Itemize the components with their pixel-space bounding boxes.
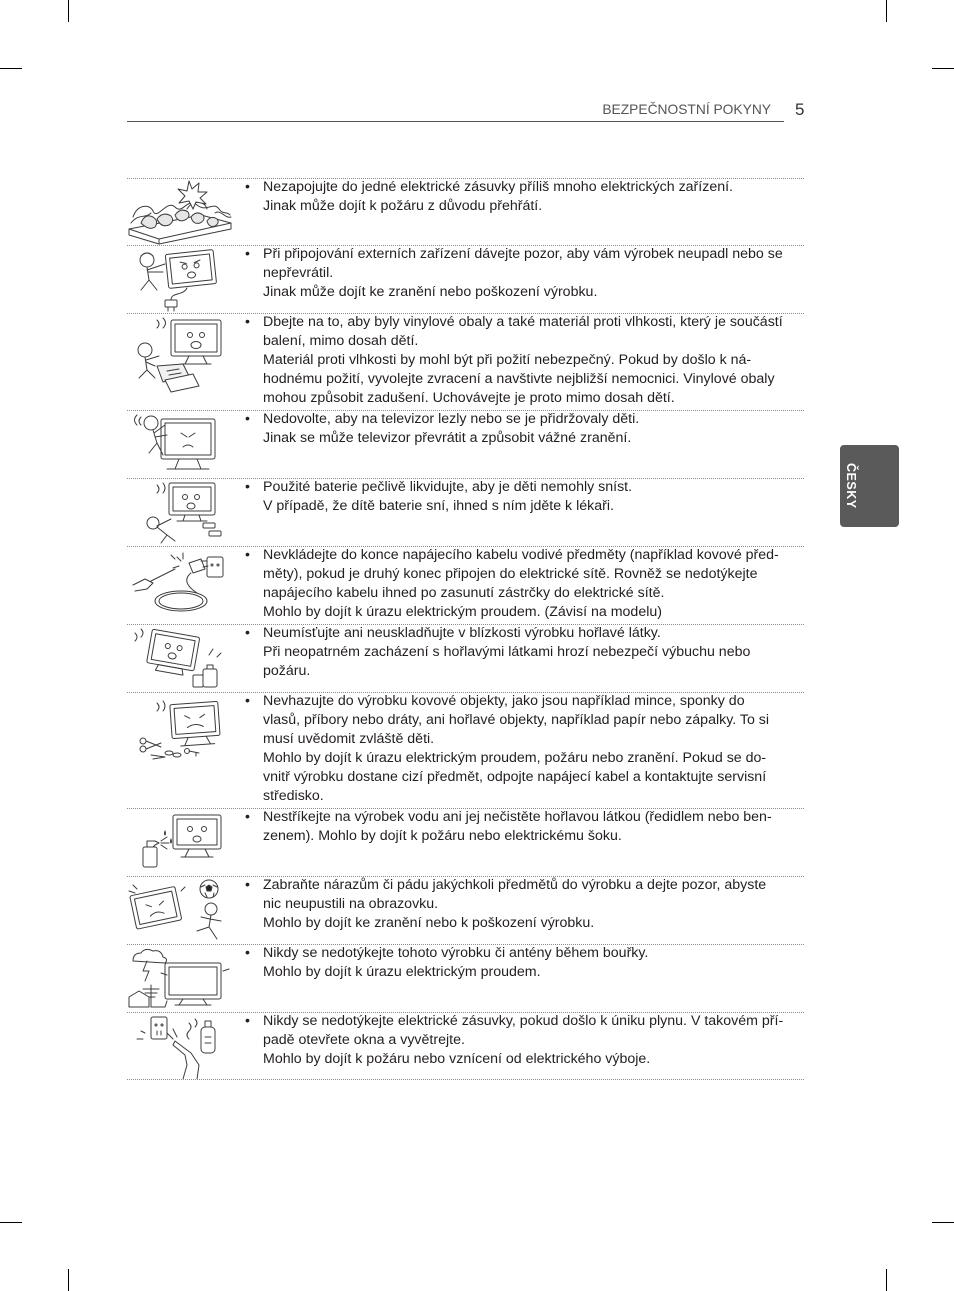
safety-text-line: mohou způsobit zadušení. Uchovávejte je proto mimo dosah dětí. bbox=[263, 390, 675, 406]
safety-text bbox=[263, 245, 783, 302]
safety-text bbox=[263, 178, 733, 216]
safety-text-line: Použité baterie pečlivě likvidujte, aby je děti nemohly sníst. bbox=[263, 479, 633, 495]
lightning-storm-illustration bbox=[127, 945, 233, 1011]
crop-mark-bottom-left-vertical bbox=[68, 1269, 69, 1291]
safety-text-line: Nezapojujte do jedné elektrické zásuvky příliš mnoho elektrických zařízení. bbox=[263, 179, 733, 195]
ball-impact-illustration bbox=[127, 877, 233, 943]
bullet-point: • bbox=[245, 809, 250, 825]
safety-text-line: musí uvědomit zvláště děti. bbox=[263, 731, 435, 747]
safety-row bbox=[127, 876, 804, 944]
safety-text bbox=[263, 876, 766, 933]
metal-objects-illustration bbox=[127, 693, 233, 763]
safety-text-line: Zabraňte nárazům či pádu jakýchkoli předmětů do výrobku a dejte pozor, abyste bbox=[263, 877, 767, 893]
safety-text-line: Jinak může dojít ke zranění nebo poškození výrobku. bbox=[263, 284, 598, 300]
safety-row bbox=[127, 546, 804, 624]
bullet-point: • bbox=[245, 877, 250, 893]
bullet-point: • bbox=[245, 179, 250, 195]
power-cable-plug-illustration bbox=[127, 547, 233, 623]
language-tab bbox=[840, 445, 899, 527]
safety-text-line: Mohlo by dojít k úrazu elektrickým proudem, požáru nebo zranění. Pokud se do- bbox=[263, 750, 767, 766]
safety-text bbox=[263, 808, 772, 846]
safety-text-line: Jinak může dojít k požáru z důvodu přehřátí. bbox=[263, 198, 543, 214]
bullet-point: • bbox=[245, 1013, 250, 1029]
crop-mark-bottom-right-horizontal bbox=[932, 1222, 954, 1223]
safety-text bbox=[263, 478, 632, 516]
safety-text-line: Mohlo by dojít ke zranění nebo k poškození výrobku. bbox=[263, 915, 595, 931]
safety-text-line: zenem). Mohlo by dojít k požáru nebo elektrickému šoku. bbox=[263, 828, 622, 844]
safety-text-line: Jinak se může televizor převrátit a způsobit vážné zranění. bbox=[263, 430, 632, 446]
safety-text-line: Materiál proti vlhkosti by mohl být při požití nebezpečný. Pokud by došlo k ná- bbox=[263, 352, 752, 368]
crop-mark-top-left-vertical bbox=[68, 0, 69, 22]
crop-mark-top-right-horizontal bbox=[932, 68, 954, 69]
bullet-point: • bbox=[245, 246, 250, 262]
safety-text-line: Nikdy se nedotýkejte tohoto výrobku či antény během bouřky. bbox=[263, 945, 649, 961]
safety-text bbox=[263, 313, 783, 408]
safety-text-line: požáru. bbox=[263, 663, 311, 679]
page-number: 5 bbox=[795, 100, 805, 119]
crop-mark-top-right-vertical bbox=[886, 0, 887, 22]
safety-text bbox=[263, 624, 750, 681]
safety-text-line: Nikdy se nedotýkejte elektrické zásuvky, pokud došlo k úniku plynu. V takovém pří- bbox=[263, 1013, 784, 1029]
header-divider bbox=[127, 121, 784, 122]
safety-text-line: padě otevřete okna a vyvětrejte. bbox=[263, 1032, 465, 1048]
bullet-point: • bbox=[245, 945, 250, 961]
safety-row bbox=[127, 624, 804, 692]
safety-row bbox=[127, 410, 804, 478]
safety-row bbox=[127, 692, 804, 808]
safety-text-line: V případě, že dítě baterie sní, ihned s ním jděte k lékaři. bbox=[263, 498, 614, 514]
safety-instructions-table bbox=[127, 178, 804, 1080]
water-spray-illustration bbox=[127, 809, 233, 875]
safety-text-line: Neumísťujte ani neuskladňujte v blízkosti výrobku hořlavé látky. bbox=[263, 625, 661, 641]
child-climbing-tv-illustration bbox=[127, 411, 233, 477]
safety-row bbox=[127, 245, 804, 313]
safety-text-line: Nevkládejte do konce napájecího kabelu vodivé předměty (například kovové před- bbox=[263, 547, 779, 563]
batteries-child-illustration bbox=[127, 479, 233, 545]
safety-text bbox=[263, 692, 769, 806]
safety-row bbox=[127, 808, 804, 876]
vinyl-packaging-child-illustration bbox=[127, 314, 233, 394]
safety-text-line: Při neopatrném zacházení s hořlavými látkami hrozí nebezpečí výbuchu nebo bbox=[263, 644, 751, 660]
safety-text-line: Při připojování externích zařízení dávejte pozor, aby vám výrobek neupadl nebo se bbox=[263, 246, 783, 262]
safety-text-line: Nedovolte, aby na televizor lezly nebo se je přidržovaly děti. bbox=[263, 411, 640, 427]
safety-text-line: nepřevrátil. bbox=[263, 265, 334, 281]
safety-text-line: napájecího kabelu ihned po zasunutí zástrčky do elektrické sítě. bbox=[263, 585, 665, 601]
safety-text-line: vlasů, příbory nebo dráty, ani hořlavé objekty, například papír nebo zápalky. To si bbox=[263, 712, 770, 728]
bullet-point: • bbox=[245, 547, 250, 563]
safety-text bbox=[263, 944, 648, 982]
crop-mark-bottom-right-vertical bbox=[886, 1269, 887, 1291]
safety-text-line: balení, mimo dosah dětí. bbox=[263, 333, 419, 349]
safety-text-line: středisko. bbox=[263, 788, 324, 804]
safety-text-line: Nestříkejte na výrobek vodu ani jej nečistěte hořlavou látkou (ředidlem nebo ben- bbox=[263, 809, 772, 825]
safety-row bbox=[127, 478, 804, 546]
safety-text-line: Dbejte na to, aby byly vinylové obaly a také materiál proti vlhkosti, který je součástí bbox=[263, 314, 783, 330]
safety-row bbox=[127, 313, 804, 410]
safety-text bbox=[263, 546, 779, 622]
falling-tv-child-illustration bbox=[127, 246, 233, 312]
safety-text-line: Mohlo by dojít k úrazu elektrickým proudem. (Závisí na modelu) bbox=[263, 604, 662, 620]
bullet-point: • bbox=[245, 625, 250, 641]
language-tab-label: ČESKY bbox=[844, 463, 858, 509]
crop-mark-bottom-left-horizontal bbox=[0, 1222, 22, 1223]
safety-text-line: měty), pokud je druhý konec připojen do elektrické sítě. Rovněž se nedotýkejte bbox=[263, 566, 758, 582]
gas-leak-outlet-illustration bbox=[127, 1013, 233, 1079]
flammable-substance-illustration bbox=[127, 625, 233, 691]
safety-text-line: Mohlo by dojít k úrazu elektrickým proudem. bbox=[263, 964, 541, 980]
safety-text-line: Nevhazujte do výrobku kovové objekty, jako jsou například mince, sponky do bbox=[263, 693, 745, 709]
safety-text-line: vnitř výrobku dostane cizí předmět, odpojte napájecí kabel a kontaktujte servisní bbox=[263, 769, 767, 785]
overloaded-outlet-illustration bbox=[127, 179, 233, 245]
bullet-point: • bbox=[245, 411, 250, 427]
safety-row bbox=[127, 944, 804, 1012]
safety-text-line: nic neupustili na obrazovku. bbox=[263, 896, 439, 912]
safety-text bbox=[263, 1012, 783, 1069]
safety-row bbox=[127, 178, 804, 245]
safety-text bbox=[263, 410, 639, 448]
crop-mark-top-left-horizontal bbox=[0, 68, 22, 69]
section-title: BEZPEČNOSTNÍ POKYNY bbox=[602, 102, 771, 117]
safety-row bbox=[127, 1012, 804, 1080]
safety-text-line: Mohlo by dojít k požáru nebo vznícení od elektrického výboje. bbox=[263, 1051, 651, 1067]
bullet-point: • bbox=[245, 693, 250, 709]
bullet-point: • bbox=[245, 314, 250, 330]
safety-text-line: hodnému požití, vyvolejte zvracení a navštivte nejbližší nemocnici. Vinylové obaly bbox=[263, 371, 775, 387]
bullet-point: • bbox=[245, 479, 250, 495]
